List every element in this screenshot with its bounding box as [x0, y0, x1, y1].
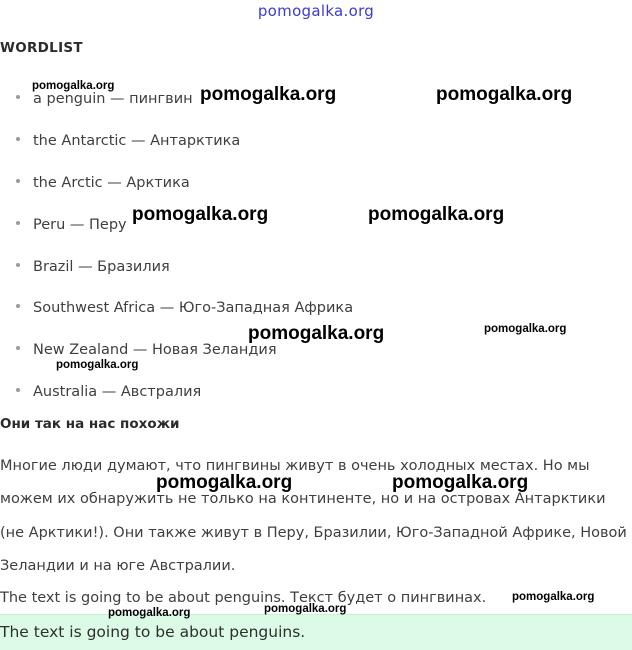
bullet-icon: [16, 304, 20, 308]
list-item: [16, 259, 170, 275]
paragraph-line: Многие люди думают, что пингвины живут в очень холодных местах. Но мы: [0, 458, 590, 474]
list-item-text: Southwest Africa — Юго-Западная Африка: [33, 300, 354, 316]
watermark: pomogalka.org: [368, 204, 505, 225]
note-text: The text is going to be about penguins. Текст будет о пингвинах.: [0, 590, 487, 606]
watermark: pomogalka.org: [32, 80, 115, 92]
list-item-text: Peru — Перу: [33, 217, 127, 233]
bullet-icon: [16, 179, 20, 183]
watermark: pomogalka.org: [132, 204, 269, 225]
paragraph-line: (не Арктики!). Они также живут в Перу, Бразилии, Юго-Западной Африке, Новой: [0, 525, 627, 541]
list-item: [16, 133, 240, 149]
watermark: pomogalka.org: [200, 84, 337, 105]
answer-text: The text is going to be about penguins.: [0, 623, 306, 641]
watermark: pomogalka.org: [484, 323, 567, 335]
list-item-text: the Arctic — Арктика: [33, 175, 190, 191]
watermark: pomogalka.org: [392, 472, 529, 493]
bullet-icon: [16, 388, 20, 392]
site-header-link[interactable]: pomogalka.org: [257, 2, 375, 20]
watermark: pomogalka.org: [108, 607, 191, 619]
paragraph-line: можем их обнаружить не только на континенте, но и на островах Антарктики: [0, 491, 606, 507]
wordlist-heading: WORDLIST: [0, 40, 83, 56]
watermark: pomogalka.org: [436, 84, 573, 105]
list-item-text: Brazil — Бразилия: [33, 259, 170, 275]
bullet-icon: [16, 137, 20, 141]
list-item-text: a penguin — пингвин: [33, 91, 193, 107]
list-item: [16, 342, 277, 358]
bullet-icon: [16, 263, 20, 267]
watermark: pomogalka.org: [248, 323, 385, 344]
list-item-text: the Antarctic — Антарктика: [33, 133, 241, 149]
watermark: pomogalka.org: [264, 603, 347, 615]
list-item-text: New Zealand — Новая Зеландия: [33, 342, 277, 358]
bullet-icon: [16, 221, 20, 225]
list-item-text: Australia — Австралия: [33, 384, 202, 400]
bullet-icon: [16, 346, 20, 350]
list-item: [16, 91, 193, 107]
section-title: Они так на нас похожи: [0, 416, 180, 432]
watermark: pomogalka.org: [512, 591, 595, 603]
list-item: [16, 300, 353, 316]
watermark: pomogalka.org: [56, 359, 139, 371]
paragraph-line: Зеландии и на юге Австралии.: [0, 558, 236, 574]
list-item: [16, 217, 127, 233]
bullet-icon: [16, 95, 20, 99]
watermark: pomogalka.org: [156, 472, 293, 493]
list-item: [16, 384, 201, 400]
list-item: [16, 175, 190, 191]
answer-box: [0, 614, 632, 650]
